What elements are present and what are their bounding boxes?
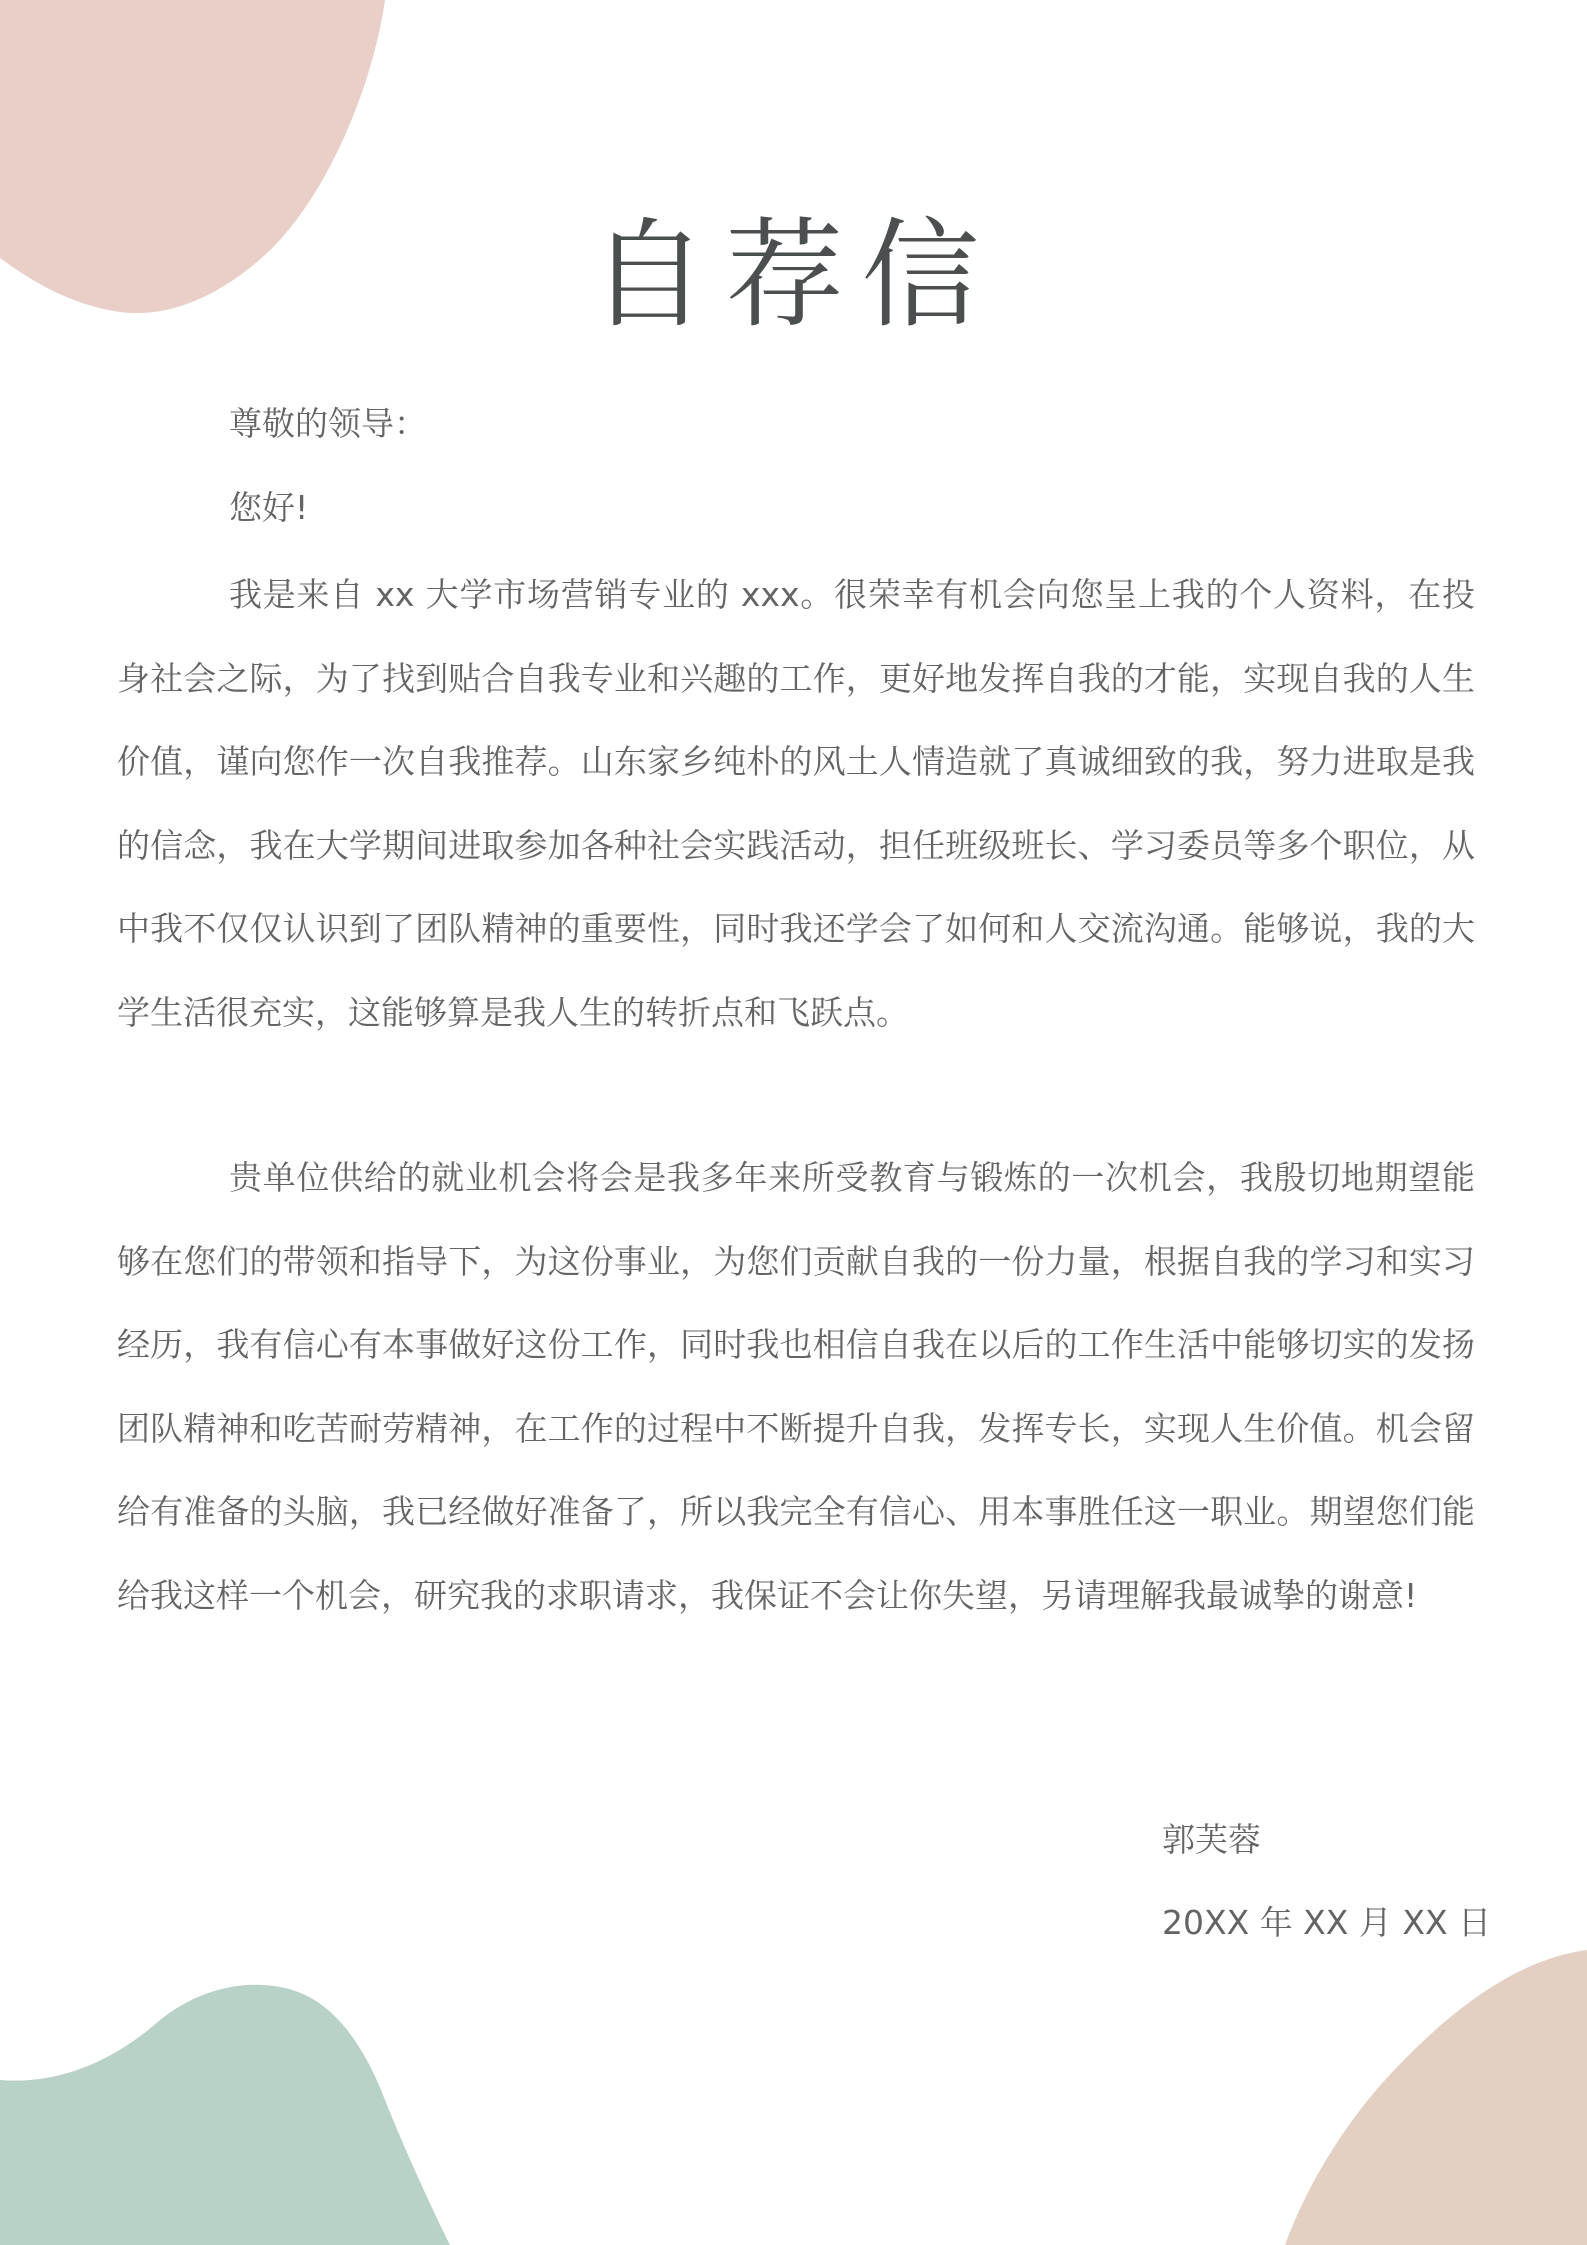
signature-date: 20XX 年 XX 月 XX 日: [1162, 1903, 1492, 1942]
body-paragraph: 贵单位供给的就业机会将会是我多年来所受教育与锻炼的一次机会，我殷切地期望能够在您们的带领和指导下，为这份事业，为您们贡献自我的一份力量，根据自我的学习和实习经历，我有信心有本事做好这份工作，同时我也相信自我在以后的工作生活中能够切实的发扬团队精神和吃苦耐劳精神，在工作的过程中不断提升自我，发挥专长，实现人生价值。机会留给有准备的头脑，我已经做好准备了，所以我完全有信心、用本事胜任这一职业。期望您们能给我这样一个机会，研究我的求职请求，我保证不会让你失望，另请理解我最诚挚的谢意!: [117, 1158, 1475, 1615]
body-paragraph: 我是来自 xx 大学市场营销专业的 xxx。很荣幸有机会向您呈上我的个人资料，在投身社会之际，为了找到贴合自我专业和兴趣的工作，更好地发挥自我的才能，实现自我的人生价值，谨向您作一次自我推荐。山东家乡纯朴的风土人情造就了真诚细致的我，努力进取是我的信念，我在大学期间进取参加各种社会实践活动，担任班级班长、学习委员等多个职位，从中我不仅仅认识到了团队精神的重要性，同时我还学会了如何和人交流沟通。能够说，我的大学生活很充实，这能够算是我人生的转折点和飞跃点。: [117, 575, 1475, 1032]
salutation: 尊敬的领导：: [229, 404, 427, 443]
greeting: 您好!: [229, 488, 309, 527]
bottom-right-blob: [1285, 1950, 1587, 2245]
letter-title: 自荐信: [589, 206, 998, 344]
bottom-left-blob: [0, 1985, 450, 2245]
signature-name: 郭芙蓉: [1162, 1820, 1261, 1859]
